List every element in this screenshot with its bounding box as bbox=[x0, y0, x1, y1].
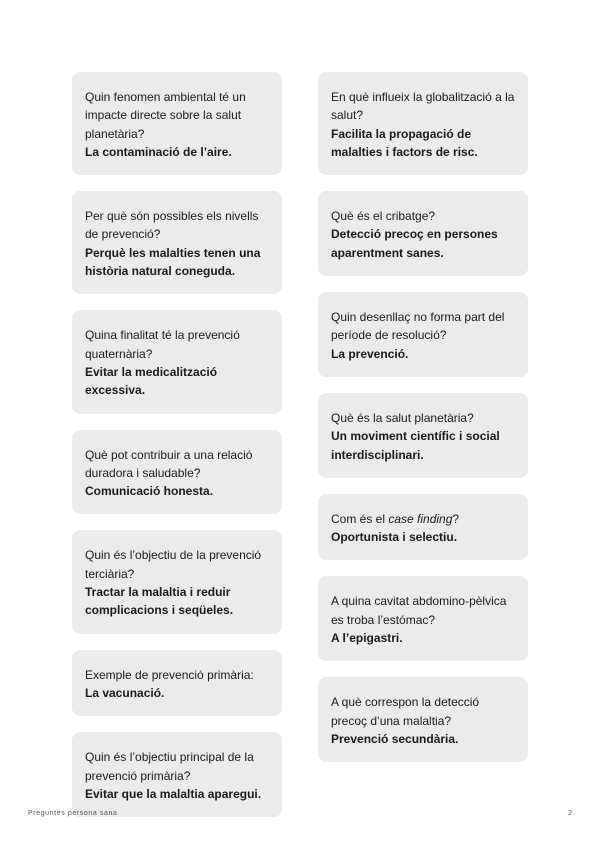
question-text: Exemple de prevenció primària: bbox=[85, 667, 254, 682]
question-text: Quin desenllaç no forma part del període de resolució? bbox=[331, 310, 505, 343]
question-text: Quin fenomen ambiental té un impacte directe sobre la salut planetària? bbox=[85, 90, 246, 141]
question-text: Per què són possibles els nivells de prevenció? bbox=[85, 209, 259, 242]
question-text bbox=[331, 510, 515, 528]
answer-text: Tractar la malaltia i reduir complicacions i seqüeles. bbox=[85, 585, 234, 618]
question-card bbox=[72, 310, 282, 413]
question-card bbox=[318, 677, 528, 762]
answer-text: La contaminació de l’aire. bbox=[85, 144, 232, 159]
question-card bbox=[72, 732, 282, 817]
question-text: A quina cavitat abdomino-pèlvica es troba l’estómac? bbox=[331, 594, 507, 627]
footer-title: Preguntes persona sana bbox=[28, 810, 118, 817]
answer-text: La prevenció. bbox=[331, 346, 409, 361]
question-card bbox=[72, 530, 282, 633]
question-card bbox=[72, 191, 282, 294]
page-number: 2 bbox=[568, 810, 572, 817]
question-card bbox=[72, 430, 282, 515]
question-text: Quin és l’objectiu de la prevenció terciària? bbox=[85, 548, 262, 581]
answer-text: Comunicació honesta. bbox=[85, 484, 214, 499]
answer-text: Un moviment científic i social interdisciplinari. bbox=[331, 429, 500, 462]
answer-text: A l’epigastri. bbox=[331, 631, 403, 646]
question-text: Quina finalitat té la prevenció quaternària? bbox=[85, 328, 240, 361]
answer-text: Evitar que la malaltia aparegui. bbox=[85, 786, 262, 801]
answer-text: Prevenció secundària. bbox=[331, 731, 459, 746]
answer-text: La vacunació. bbox=[85, 685, 165, 700]
answer-text: Oportunista i selectiu. bbox=[331, 530, 458, 545]
question-card bbox=[318, 72, 528, 175]
question-text: En què influeix la globalització a la salut? bbox=[331, 90, 515, 123]
answer-text: Detecció precoç en persones aparentment sanes. bbox=[331, 227, 498, 260]
question-text: A què correspon la detecció precoç d’una malaltia? bbox=[331, 695, 480, 728]
question-text: Què pot contribuir a una relació duradora i saludable? bbox=[85, 447, 253, 480]
question-text: Què és la salut planetària? bbox=[331, 410, 474, 425]
question-card bbox=[72, 650, 282, 717]
left-card-column bbox=[72, 72, 282, 833]
question-italic-term: case finding bbox=[388, 511, 453, 526]
answer-text: Evitar la medicalització excessiva. bbox=[85, 364, 218, 398]
question-card bbox=[318, 494, 528, 561]
question-card bbox=[318, 191, 528, 276]
question-card bbox=[72, 72, 282, 175]
question-text: Què és el cribatge? bbox=[331, 209, 436, 224]
answer-text: Facilita la propagació de malalties i factors de risc. bbox=[331, 126, 478, 159]
question-card bbox=[318, 576, 528, 661]
question-suffix: ? bbox=[452, 511, 460, 526]
right-card-column bbox=[318, 72, 528, 778]
question-text: Quin és l’objectiu principal de la prevenció primària? bbox=[85, 750, 254, 783]
answer-text: Perquè les malalties tenen una història natural coneguda. bbox=[85, 245, 261, 279]
question-card bbox=[318, 292, 528, 377]
question-card bbox=[318, 393, 528, 478]
question-prefix: Com és el bbox=[331, 511, 389, 526]
